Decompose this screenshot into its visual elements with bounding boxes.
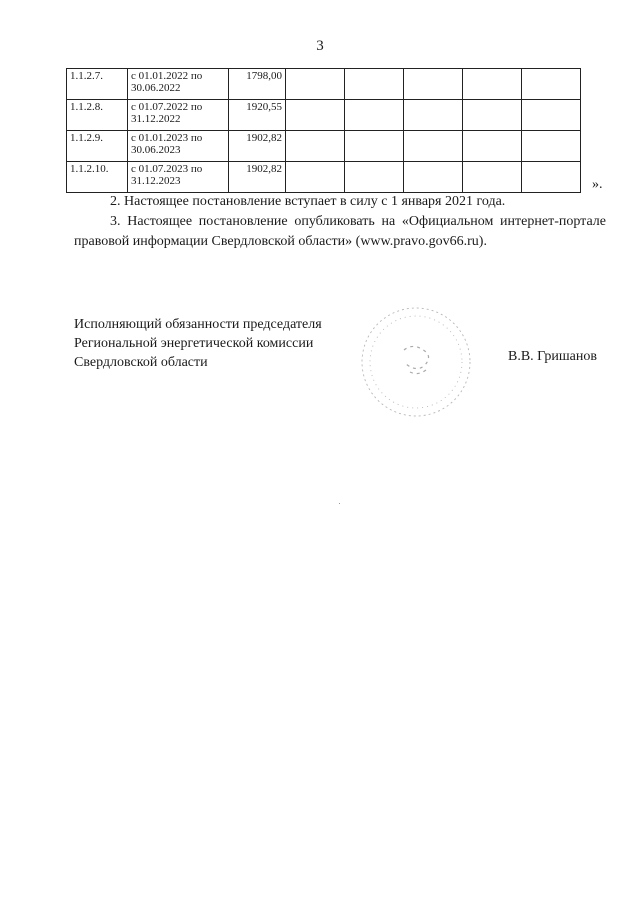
row-period	[128, 162, 229, 193]
period-start: с 01.01.2022 по	[131, 70, 203, 82]
period-end: 30.06.2023	[131, 144, 181, 156]
empty-cell	[522, 131, 581, 162]
row-value: 1902,82	[229, 162, 286, 193]
signatory-title-line: Региональной энергетической комиссии	[74, 336, 314, 351]
empty-cell	[463, 69, 522, 100]
empty-cell	[522, 100, 581, 131]
signatory-title-line: Исполняющий обязанности председателя	[74, 317, 322, 332]
period-start: с 01.07.2023 по	[131, 163, 203, 175]
empty-cell	[286, 69, 345, 100]
empty-cell	[463, 131, 522, 162]
scan-speck	[339, 503, 340, 504]
paragraph-3: 3. Настоящее постановление опубликовать на «Официальном интернет-портале правовой информации Свердловской области» (www.pravo.gov66.ru).	[74, 214, 606, 249]
row-period	[128, 131, 229, 162]
empty-cell	[404, 100, 463, 131]
empty-cell	[463, 162, 522, 193]
period-end: 31.12.2022	[131, 113, 181, 125]
row-value: 1902,82	[229, 131, 286, 162]
period-end: 31.12.2023	[131, 175, 181, 187]
signatory-name: В.В. Гришанов	[508, 349, 597, 364]
page-number: 3	[316, 38, 324, 54]
signatory-title	[74, 315, 322, 372]
table-row	[67, 69, 581, 100]
empty-cell	[522, 162, 581, 193]
row-value: 1920,55	[229, 100, 286, 131]
signatory-title-line: Свердловской области	[74, 355, 208, 370]
empty-cell	[345, 162, 404, 193]
empty-cell	[404, 131, 463, 162]
empty-cell	[522, 69, 581, 100]
empty-cell	[463, 100, 522, 131]
row-number: 1.1.2.8.	[67, 100, 128, 131]
period-end: 30.06.2022	[131, 82, 181, 94]
empty-cell	[345, 131, 404, 162]
row-number: 1.1.2.7.	[67, 69, 128, 100]
empty-cell	[404, 162, 463, 193]
row-value: 1798,00	[229, 69, 286, 100]
empty-cell	[345, 69, 404, 100]
empty-cell	[404, 69, 463, 100]
row-number: 1.1.2.9.	[67, 131, 128, 162]
row-period	[128, 69, 229, 100]
table-row	[67, 131, 581, 162]
period-start: с 01.07.2022 по	[131, 101, 203, 113]
table-row	[67, 162, 581, 193]
seal-stamp	[356, 302, 476, 422]
paragraph-2: 2. Настоящее постановление вступает в силу с 1 января 2021 года.	[110, 194, 506, 209]
empty-cell	[286, 131, 345, 162]
empty-cell	[286, 100, 345, 131]
empty-cell	[345, 100, 404, 131]
row-period	[128, 100, 229, 131]
period-start: с 01.01.2023 по	[131, 132, 203, 144]
closing-quote-mark: ».	[592, 177, 603, 192]
empty-cell	[286, 162, 345, 193]
table-row	[67, 100, 581, 131]
row-number: 1.1.2.10.	[67, 162, 128, 193]
tariff-table	[66, 68, 581, 193]
